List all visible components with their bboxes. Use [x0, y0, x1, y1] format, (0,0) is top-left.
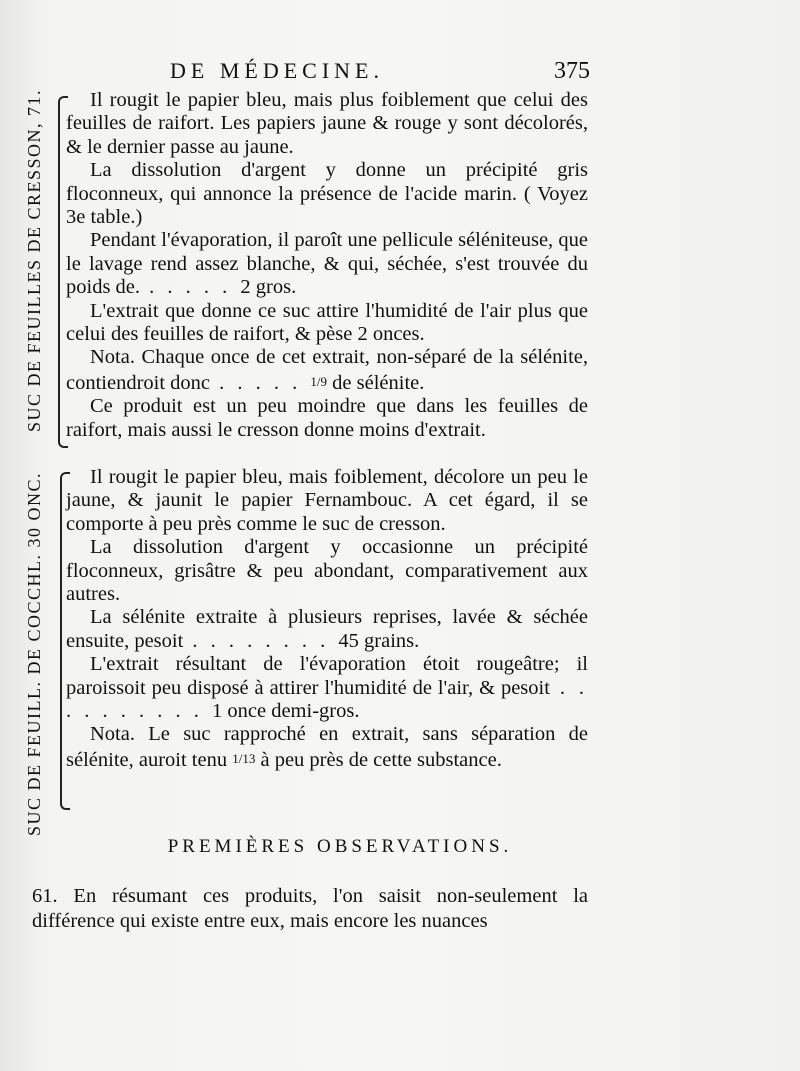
paragraph [66, 606, 588, 653]
section-cress [66, 89, 588, 442]
paragraph: Il rougit le papier bleu, mais plus foiblement que celui des feuilles de raifort. Les papiers jaune & rouge y sont décolorés, & le dernier passe au jaune. [66, 89, 588, 158]
leader-dots: . . . . . [140, 276, 241, 299]
measure-value: 45 grains. [338, 629, 420, 652]
paragraph: Ce produit est un peu moindre que dans les feuilles de raifort, mais aussi le cresson donne moins d'extrait. [66, 395, 588, 441]
paragraph [66, 653, 588, 723]
leader-dots: . . . . . . . . . . [66, 676, 588, 723]
measure-value: 1 once demi-gros. [212, 700, 360, 723]
fraction: 1/9 [310, 373, 328, 389]
paragraph: Il rougit le papier bleu, mais foiblement, décolore un peu le jaune, & jaunit le papier Fernambouc. A cet égard, il se comporte à peu près comme le suc de cresson. [66, 466, 588, 535]
page-number: 375 [554, 58, 590, 84]
paragraph [66, 346, 588, 395]
leader-dots: . . . . . [210, 371, 311, 394]
measure-value: 2 gros. [240, 276, 297, 299]
margin-label-cochlearia: SUC DE FEUILL. DE COCCHL. 30 ONC. [24, 471, 44, 836]
paragraph-text: Nota. Le suc rapproché en extrait, sans séparation de sélénite, auroit tenu [66, 723, 588, 771]
paragraph-text: Pendant l'évaporation, il paroît une pellicule séléniteuse, que le lavage rend assez blanche, & qui, séchée, s'est trouvée du poids de. [66, 229, 588, 299]
paragraph: L'extrait que donne ce suc attire l'humidité de l'air plus que celui des feuilles de raifort, & pèse 2 onces. [66, 299, 588, 346]
measure-value: de sélénite. [327, 371, 425, 394]
section-cochlearia [66, 466, 588, 772]
paragraph: La dissolution d'argent y occasionne un précipité floconneux, grisâtre & peu abondant, comparativement aux autres. [66, 536, 588, 606]
paragraph: 61. En résumant ces produits, l'on saisit non-seulement la différence qui existe entre eux, mais encore les nuances [32, 885, 588, 932]
leader-dots: . . . . . . . . [183, 629, 339, 652]
paragraph [66, 229, 588, 299]
paragraph [66, 723, 588, 772]
paragraph-text: La sélénite extraite à plusieurs reprises, lavée & séchée ensuite, pesoit [66, 606, 588, 652]
measure-value: à peu près de cette substance. [255, 748, 502, 771]
margin-label-cress: SUC DE FEUILLES DE CRESSON, 71. [24, 88, 44, 432]
paragraph: La dissolution d'argent y donne un précipité gris floconneux, qui annonce la présence de l'acide marin. ( Voyez 3e table.) [66, 159, 588, 229]
section-heading: PREMIÈRES OBSERVATIONS. [167, 836, 513, 857]
paragraph-text: Nota. Chaque once de cet extrait, non-séparé de la sélénite, contiendroit donc [66, 346, 588, 394]
paragraph-text: L'extrait résultant de l'évaporation étoit rougeâtre; il paroissoit peu disposé à attirer l'humidité de l'air, & pesoit [66, 653, 588, 699]
page-header [170, 58, 590, 92]
running-head: DE MÉDECINE. [170, 58, 384, 83]
fraction: 1/13 [232, 750, 256, 766]
closing-paragraph [32, 884, 588, 934]
